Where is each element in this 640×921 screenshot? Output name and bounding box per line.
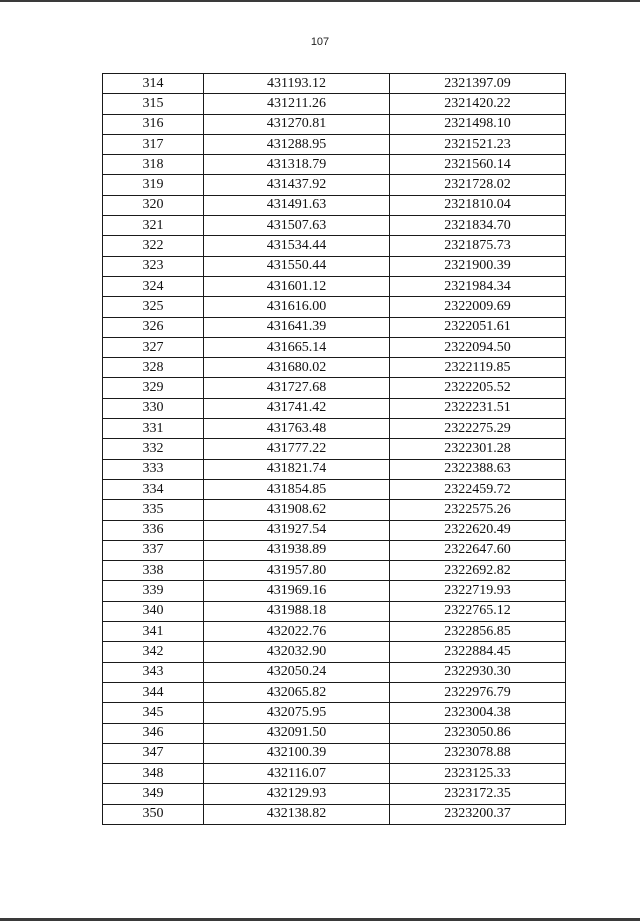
y-coordinate-cell: 2322051.61 [390, 317, 566, 337]
x-coordinate-cell: 431777.22 [204, 439, 390, 459]
y-coordinate-cell: 2321875.73 [390, 236, 566, 256]
x-coordinate-cell: 432091.50 [204, 723, 390, 743]
table-row [103, 195, 566, 215]
y-coordinate-cell: 2322856.85 [390, 622, 566, 642]
table-row [103, 216, 566, 236]
table-row [103, 134, 566, 154]
point-number-cell: 345 [103, 703, 204, 723]
x-coordinate-cell: 431641.39 [204, 317, 390, 337]
y-coordinate-cell: 2322094.50 [390, 337, 566, 357]
y-coordinate-cell: 2323050.86 [390, 723, 566, 743]
table-row [103, 682, 566, 702]
x-coordinate-cell: 431534.44 [204, 236, 390, 256]
x-coordinate-cell: 431680.02 [204, 358, 390, 378]
x-coordinate-cell: 431988.18 [204, 601, 390, 621]
x-coordinate-cell: 431550.44 [204, 256, 390, 276]
point-number-cell: 330 [103, 398, 204, 418]
y-coordinate-cell: 2321560.14 [390, 155, 566, 175]
y-coordinate-cell: 2322884.45 [390, 642, 566, 662]
point-number-cell: 315 [103, 94, 204, 114]
point-number-cell: 316 [103, 114, 204, 134]
point-number-cell: 331 [103, 419, 204, 439]
point-number-cell: 338 [103, 561, 204, 581]
point-number-cell: 336 [103, 520, 204, 540]
point-number-cell: 326 [103, 317, 204, 337]
point-number-cell: 328 [103, 358, 204, 378]
y-coordinate-cell: 2323125.33 [390, 764, 566, 784]
x-coordinate-cell: 432075.95 [204, 703, 390, 723]
y-coordinate-cell: 2322930.30 [390, 662, 566, 682]
point-number-cell: 341 [103, 622, 204, 642]
x-coordinate-cell: 431821.74 [204, 459, 390, 479]
coordinates-table [102, 73, 566, 825]
x-coordinate-cell: 431938.89 [204, 540, 390, 560]
table-row [103, 520, 566, 540]
table-row [103, 581, 566, 601]
table-row [103, 114, 566, 134]
table-row [103, 459, 566, 479]
x-coordinate-cell: 431763.48 [204, 419, 390, 439]
table-row [103, 236, 566, 256]
x-coordinate-cell: 431665.14 [204, 337, 390, 357]
y-coordinate-cell: 2323172.35 [390, 784, 566, 804]
point-number-cell: 322 [103, 236, 204, 256]
point-number-cell: 343 [103, 662, 204, 682]
point-number-cell: 318 [103, 155, 204, 175]
table-row [103, 175, 566, 195]
point-number-cell: 342 [103, 642, 204, 662]
y-coordinate-cell: 2321397.09 [390, 74, 566, 94]
table-row [103, 642, 566, 662]
point-number-cell: 321 [103, 216, 204, 236]
point-number-cell: 323 [103, 256, 204, 276]
point-number-cell: 346 [103, 723, 204, 743]
x-coordinate-cell: 432129.93 [204, 784, 390, 804]
point-number-cell: 324 [103, 276, 204, 296]
table-row [103, 358, 566, 378]
table-row [103, 439, 566, 459]
y-coordinate-cell: 2321984.34 [390, 276, 566, 296]
point-number-cell: 347 [103, 743, 204, 763]
point-number-cell: 320 [103, 195, 204, 215]
table-row [103, 155, 566, 175]
y-coordinate-cell: 2322231.51 [390, 398, 566, 418]
table-row [103, 784, 566, 804]
x-coordinate-cell: 431211.26 [204, 94, 390, 114]
table-row [103, 94, 566, 114]
table-row [103, 419, 566, 439]
y-coordinate-cell: 2322009.69 [390, 297, 566, 317]
page-number: 107 [310, 36, 330, 48]
x-coordinate-cell: 432116.07 [204, 764, 390, 784]
y-coordinate-cell: 2322119.85 [390, 358, 566, 378]
table-row [103, 256, 566, 276]
table-row [103, 662, 566, 682]
x-coordinate-cell: 432065.82 [204, 682, 390, 702]
table-body [103, 74, 566, 825]
x-coordinate-cell: 431437.92 [204, 175, 390, 195]
x-coordinate-cell: 431507.63 [204, 216, 390, 236]
y-coordinate-cell: 2322765.12 [390, 601, 566, 621]
y-coordinate-cell: 2322620.49 [390, 520, 566, 540]
table-row [103, 317, 566, 337]
x-coordinate-cell: 431491.63 [204, 195, 390, 215]
x-coordinate-cell: 431854.85 [204, 479, 390, 499]
y-coordinate-cell: 2322647.60 [390, 540, 566, 560]
point-number-cell: 340 [103, 601, 204, 621]
y-coordinate-cell: 2321420.22 [390, 94, 566, 114]
x-coordinate-cell: 432138.82 [204, 804, 390, 824]
point-number-cell: 348 [103, 764, 204, 784]
y-coordinate-cell: 2322459.72 [390, 479, 566, 499]
table-row [103, 743, 566, 763]
table-row [103, 74, 566, 94]
point-number-cell: 335 [103, 500, 204, 520]
x-coordinate-cell: 431727.68 [204, 378, 390, 398]
y-coordinate-cell: 2322976.79 [390, 682, 566, 702]
x-coordinate-cell: 432032.90 [204, 642, 390, 662]
x-coordinate-cell: 432100.39 [204, 743, 390, 763]
table-row [103, 500, 566, 520]
x-coordinate-cell: 431270.81 [204, 114, 390, 134]
y-coordinate-cell: 2322301.28 [390, 439, 566, 459]
table-row [103, 378, 566, 398]
x-coordinate-cell: 431927.54 [204, 520, 390, 540]
y-coordinate-cell: 2321900.39 [390, 256, 566, 276]
y-coordinate-cell: 2323078.88 [390, 743, 566, 763]
y-coordinate-cell: 2321810.04 [390, 195, 566, 215]
point-number-cell: 339 [103, 581, 204, 601]
table-row [103, 601, 566, 621]
x-coordinate-cell: 431616.00 [204, 297, 390, 317]
y-coordinate-cell: 2321834.70 [390, 216, 566, 236]
y-coordinate-cell: 2322388.63 [390, 459, 566, 479]
x-coordinate-cell: 432050.24 [204, 662, 390, 682]
point-number-cell: 325 [103, 297, 204, 317]
y-coordinate-cell: 2322205.52 [390, 378, 566, 398]
table-row [103, 297, 566, 317]
point-number-cell: 344 [103, 682, 204, 702]
x-coordinate-cell: 431318.79 [204, 155, 390, 175]
table-row [103, 764, 566, 784]
y-coordinate-cell: 2322719.93 [390, 581, 566, 601]
point-number-cell: 332 [103, 439, 204, 459]
table-row [103, 276, 566, 296]
y-coordinate-cell: 2322575.26 [390, 500, 566, 520]
y-coordinate-cell: 2323200.37 [390, 804, 566, 824]
x-coordinate-cell: 432022.76 [204, 622, 390, 642]
x-coordinate-cell: 431908.62 [204, 500, 390, 520]
table-row [103, 540, 566, 560]
table-row [103, 723, 566, 743]
point-number-cell: 349 [103, 784, 204, 804]
y-coordinate-cell: 2321498.10 [390, 114, 566, 134]
point-number-cell: 337 [103, 540, 204, 560]
point-number-cell: 333 [103, 459, 204, 479]
x-coordinate-cell: 431288.95 [204, 134, 390, 154]
point-number-cell: 334 [103, 479, 204, 499]
table-row [103, 479, 566, 499]
x-coordinate-cell: 431957.80 [204, 561, 390, 581]
table-row [103, 561, 566, 581]
point-number-cell: 329 [103, 378, 204, 398]
table-row [103, 398, 566, 418]
y-coordinate-cell: 2321521.23 [390, 134, 566, 154]
y-coordinate-cell: 2321728.02 [390, 175, 566, 195]
y-coordinate-cell: 2323004.38 [390, 703, 566, 723]
table-row [103, 337, 566, 357]
x-coordinate-cell: 431601.12 [204, 276, 390, 296]
page-top-edge [0, 0, 640, 2]
x-coordinate-cell: 431969.16 [204, 581, 390, 601]
point-number-cell: 350 [103, 804, 204, 824]
point-number-cell: 319 [103, 175, 204, 195]
y-coordinate-cell: 2322275.29 [390, 419, 566, 439]
x-coordinate-cell: 431193.12 [204, 74, 390, 94]
table-row [103, 622, 566, 642]
y-coordinate-cell: 2322692.82 [390, 561, 566, 581]
point-number-cell: 327 [103, 337, 204, 357]
point-number-cell: 317 [103, 134, 204, 154]
table-row [103, 804, 566, 824]
point-number-cell: 314 [103, 74, 204, 94]
table-row [103, 703, 566, 723]
x-coordinate-cell: 431741.42 [204, 398, 390, 418]
